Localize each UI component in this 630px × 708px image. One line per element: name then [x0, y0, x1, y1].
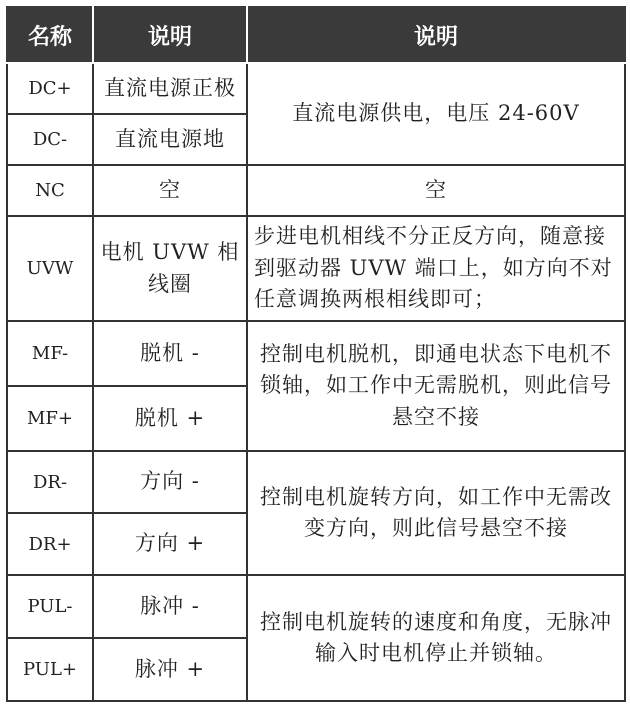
- terminal-label: 直流电源正极: [93, 63, 247, 114]
- terminal-spec-table: [6, 6, 626, 702]
- terminal-label: 脱机 -: [93, 321, 247, 386]
- terminal-description: 空: [247, 165, 625, 216]
- terminal-label: 脉冲 +: [93, 638, 247, 701]
- terminal-label: 脱机 +: [93, 386, 247, 451]
- terminal-name: MF-: [7, 321, 93, 386]
- header-description: 说明: [247, 7, 625, 63]
- table-row: [7, 165, 625, 216]
- terminal-name: DR-: [7, 451, 93, 513]
- table-row: [7, 321, 625, 386]
- terminal-description: 控制电机旋转的速度和角度，无脉冲输入时电机停止并锁轴。: [247, 575, 625, 701]
- terminal-label: 电机 UVW 相线圈: [93, 216, 247, 321]
- header-name: 名称: [7, 7, 93, 63]
- terminal-name: PUL-: [7, 575, 93, 638]
- terminal-description: 步进电机相线不分正反方向，随意接到驱动器 UVW 端口上，如方向不对任意调换两根相线即可；: [247, 216, 625, 321]
- terminal-description: 控制电机旋转方向，如工作中无需改变方向，则此信号悬空不接: [247, 451, 625, 575]
- terminal-name: MF+: [7, 386, 93, 451]
- table-row: [7, 216, 625, 321]
- table-row: [7, 451, 625, 513]
- terminal-label: 脉冲 -: [93, 575, 247, 638]
- terminal-label: 方向 +: [93, 513, 247, 575]
- terminal-name: DC-: [7, 114, 93, 165]
- terminal-name: UVW: [7, 216, 93, 321]
- terminal-label: 方向 -: [93, 451, 247, 513]
- table-row: [7, 63, 625, 114]
- table-row: [7, 575, 625, 638]
- terminal-description: 直流电源供电，电压 24-60V: [247, 63, 625, 165]
- terminal-label: 直流电源地: [93, 114, 247, 165]
- terminal-name: DC+: [7, 63, 93, 114]
- terminal-description: 控制电机脱机，即通电状态下电机不锁轴，如工作中无需脱机，则此信号悬空不接: [247, 321, 625, 451]
- table-header-row: [7, 7, 625, 63]
- terminal-name: NC: [7, 165, 93, 216]
- terminal-name: PUL+: [7, 638, 93, 701]
- terminal-label: 空: [93, 165, 247, 216]
- terminal-name: DR+: [7, 513, 93, 575]
- header-label: 说明: [93, 7, 247, 63]
